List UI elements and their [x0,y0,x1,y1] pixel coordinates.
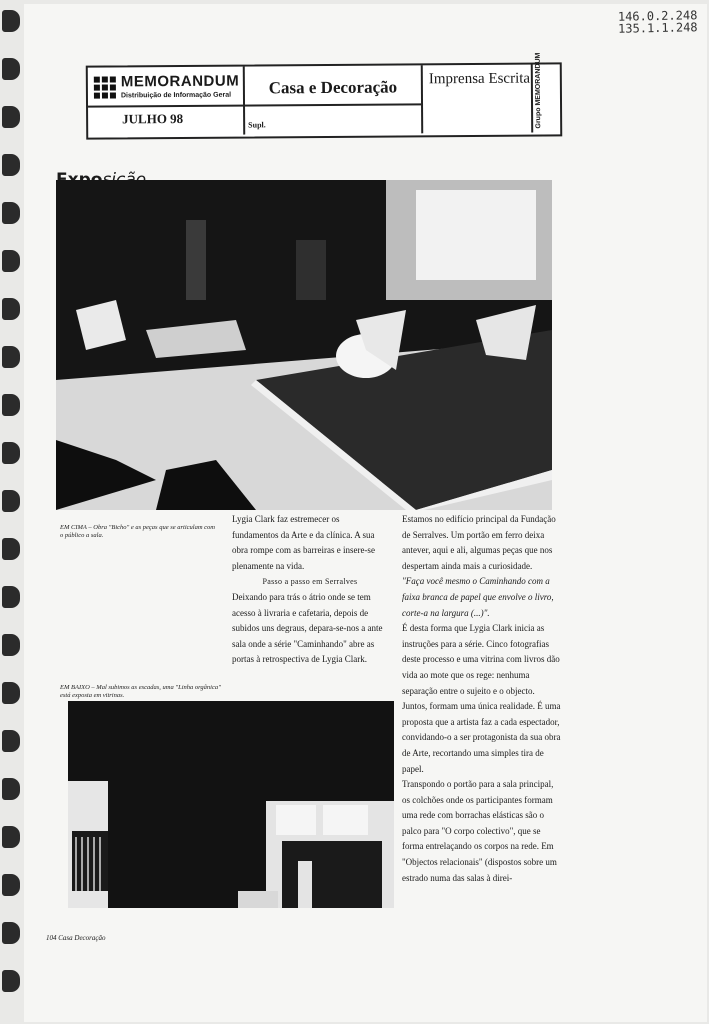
column-1 [232,512,388,668]
column-2 [402,512,562,886]
ref-line-2: 135.1.1.248 [617,20,698,36]
col2-p3: Transpondo o portão para a sala principal, os colchões onde os participantes formam uma rede com borrachas elásticas são o palco para "O corpo colectivo", que se forma entrelaçando os corpos na rede. Em "Objectos relacionais" (dispostos sobre um estrado numa das salas à direi- [402,779,557,883]
col1-subheading: Passo a passo em Serralves [262,577,358,587]
supl-label: Supl. [248,120,266,130]
caption-top: EM CIMA – Obra "Bicho" e as peças que se articulam com o público a sala. [60,524,215,539]
page-footer: 104 Casa Decoração [46,934,106,942]
spiral-binding [0,0,24,1024]
handwritten-reference [617,9,697,34]
memorandum-subtitle: Distribuição de Informação Geral [120,91,232,100]
memorandum-date: JULHO 98 [122,110,184,127]
memorandum-stamp [86,52,563,139]
top-photo [56,180,552,510]
col1-body: Deixando para trás o átrio onde se tem acesso à livraria e cafetaria, depois de subidos uns degraus, depara-se-nos a ante sala onde a série "Caminhando" abre as portas à retrospectiva de Lygia Clark. [232,591,383,665]
col2-p1: Estamos no edifício principal da Fundação de Serralves. Um portão em ferro deixa antever, aqui e ali, algumas peças que nos despertam ainda mais a curiosidade. [402,514,556,571]
publication-name: Casa e Decoração [268,77,398,98]
group-label: Grupo MEMORANDUM [534,52,543,129]
col2-quote: "Faça você mesmo o Caminhando com a faixa branca de papel que envolve o livro, corte-a na largura (...)". [402,576,554,618]
memorandum-logo-icon [94,76,116,98]
caption-bottom: EM BAIXO – Mal subimos as escadas, uma "Linha orgânica" está exposta em vitrinas. [60,684,221,699]
exhibition-photo-top [56,180,552,510]
page-sheet [24,4,707,1022]
ref-line-1: 146.0.2.248 [617,8,698,24]
press-type: Imprensa Escrita [428,70,531,88]
col2-p2: É desta forma que Lygia Clark inicia as instruções para a série. Cinco fotografias deste processo e uma vitrina com livros dão vida ao mote que os rege: nenhuma separação entre o sujeito e o objecto. Juntos, formam uma única realidade. É uma proposta que a artista faz a cada espectador, convidando-o a ser protagonista da sua obra de Arte, recortando uma simples tira de papel. [402,623,561,774]
col1-intro: Lygia Clark faz estremecer os fundamentos da Arte e da clínica. A sua obra rompe com as barreiras e insere-se plenamente na vida. [232,514,375,571]
memorandum-brand: MEMORANDUM [120,72,240,91]
exhibition-photo-bottom [68,701,394,908]
bottom-photo [68,701,394,908]
